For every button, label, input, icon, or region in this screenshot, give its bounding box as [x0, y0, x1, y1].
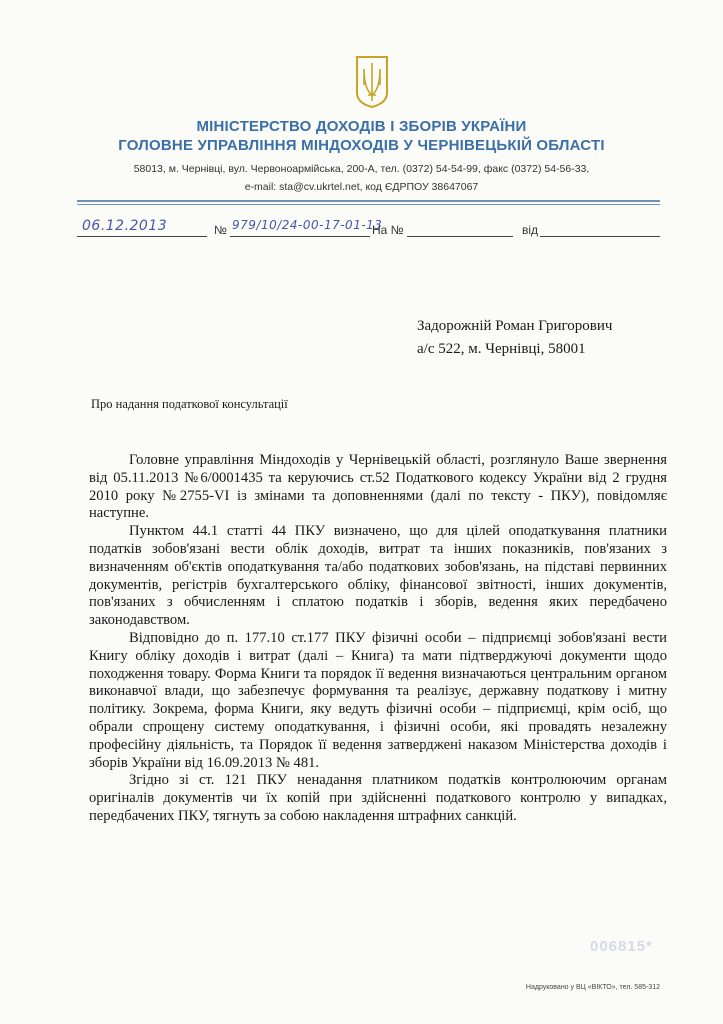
date-underline	[77, 236, 207, 237]
paragraph: Пунктом 44.1 статті 44 ПКУ визначено, що для цілей оподаткування платники податків зобов'язані вести облік доходів, витрат та інших показників, пов'язаних з визначенням об'єктів оподаткування та/або податкових зобов'язань, на підставі первинних документів, регістрів бухгалтерського обліку, фінансової звітності, інших документів, пов'язаних з обчисленням і сплатою податків і зборів, ведення яких передбачено законодавством.	[89, 523, 667, 629]
outgoing-number: 979/10/24-00-17-01-13	[232, 218, 383, 232]
incoming-number-underline	[407, 236, 513, 237]
ministry-name: МІНІСТЕРСТВО ДОХОДІВ І ЗБОРІВ УКРАЇНИ	[196, 118, 527, 135]
header-divider-thin	[77, 204, 660, 205]
contact-line: e-mail: sta@cv.ukrtel.net, код ЄДРПОУ 38647067	[244, 181, 479, 193]
from-label: від	[522, 223, 539, 237]
trident-emblem-icon	[355, 55, 389, 109]
header-divider	[77, 200, 660, 202]
from-underline	[540, 236, 660, 237]
number-underline	[230, 236, 370, 237]
printer-note: Надруковано у ВЦ «ВІКТО», тел. 585-312	[525, 984, 660, 991]
recipient-address: а/с 522, м. Чернівці, 58001	[417, 341, 586, 357]
incoming-number-label: На №	[372, 223, 404, 237]
letter-subject: Про надання податкової консультації	[91, 397, 288, 411]
number-label: №	[214, 223, 227, 237]
paragraph: Згідно зі ст. 121 ПКУ ненадання платником податків контролюючим органам оригіналів документів чи їх копій при здійсненні податкового контролю у випадках, передбачених ПКУ, тягнуть за собою накладення штрафних санкцій.	[89, 772, 667, 824]
paragraph: Головне управління Міндоходів у Чернівецькій області, розглянуло Ваше звернення від 05.11.2013 №6/0001435 та керуючись ст.52 Податкового кодексу України від 2 грудня 2010 року №2755-VI із змінами та доповненнями (далі по тексту - ПКУ), повідомляє наступне.	[89, 452, 667, 522]
paragraph: Відповідно до п. 177.10 ст.177 ПКУ фізичні особи – підприємці зобов'язані вести Книгу обліку доходів і витрат (далі – Книга) та мати підтверджуючі документи щодо походження товару. Форма Книги та порядок її ведення визначаються центральним органом виконавчої влади, що забезпечує формування та реалізує, державну податкову і митну політику. Зокрема, форма Книги, яку ведуть фізичні особи – підприємці, крім осіб, що обрали спрощену систему оподаткування, і фізичні особи, які провадять незалежну професійну діяльність, та Порядок її ведення затверджені наказом Міністерства доходів і зборів України від 16.09.2013 № 481.	[89, 629, 667, 771]
recipient-name: Задорожній Роман Григорович	[417, 318, 613, 334]
address-line: 58013, м. Чернівці, вул. Червоноармійська, 200-А, тел. (0372) 54-54-99, факс (0372) 54-56-33,	[133, 163, 590, 175]
outgoing-date: 06.12.2013	[82, 218, 168, 234]
serial-number-stamp: 006815*	[590, 938, 653, 955]
department-name: ГОЛОВНЕ УПРАВЛІННЯ МІНДОХОДІВ У ЧЕРНІВЕЦЬКІЙ ОБЛАСТІ	[118, 137, 605, 154]
letter-body	[89, 452, 667, 826]
